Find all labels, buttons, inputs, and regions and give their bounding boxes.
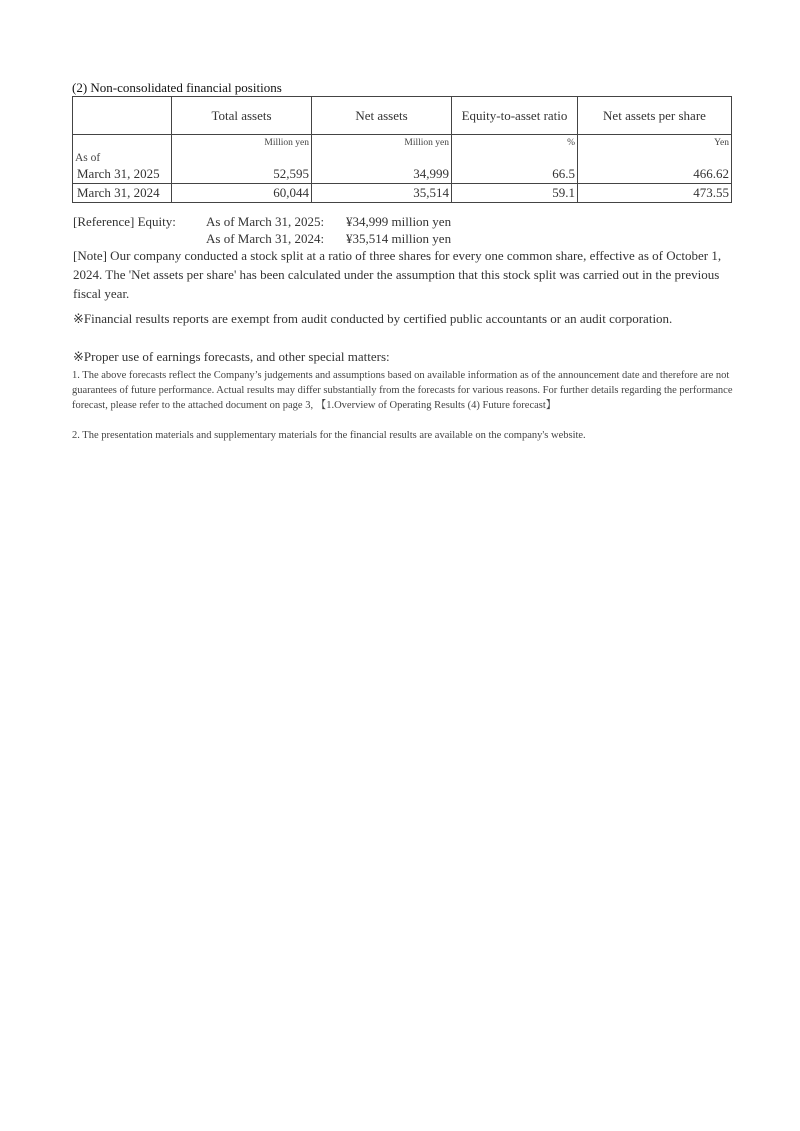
row-date: March 31, 2024 (73, 184, 172, 203)
units-row (73, 135, 732, 152)
header-equity-ratio: Equity-to-asset ratio (452, 97, 578, 135)
section-title: (2) Non-consolidated financial positions (72, 80, 282, 95)
cell-net-assets-per-share: 473.55 (578, 184, 732, 203)
cell-total-assets: 60,044 (172, 184, 312, 203)
audit-notice: ※Financial results reports are exempt from audit conducted by certified public accountants or an audit corporation. (73, 311, 673, 326)
as-of-row (73, 151, 732, 165)
cell-equity-ratio: 66.5 (452, 165, 578, 184)
unit-cell (73, 135, 172, 152)
reference-label: [Reference] Equity: (73, 214, 176, 229)
presentation-materials-item: 2. The presentation materials and supplementary materials for the financial results are available on the company's website. (72, 430, 586, 441)
cell-net-assets: 34,999 (312, 165, 452, 184)
table-row (73, 165, 732, 184)
unit-cell: Million yen (172, 135, 312, 152)
header-cell (73, 97, 172, 135)
proper-use-heading: ※Proper use of earnings forecasts, and other special matters: (73, 349, 390, 364)
stock-split-note: [Note] Our company conducted a stock split at a ratio of three shares for every one common share, effective as of October 1, 2024. The 'Net assets per share' has been calculated under the assumption that this stock split was carried out in the previous fiscal year. (73, 248, 722, 301)
row-date: March 31, 2025 (73, 165, 172, 184)
unit-cell: Million yen (312, 135, 452, 152)
as-of-label: As of (73, 151, 172, 165)
header-net-assets-per-share: Net assets per share (578, 97, 732, 135)
table-row (73, 184, 732, 203)
unit-cell: Yen (578, 135, 732, 152)
unit-cell: % (452, 135, 578, 152)
reference-value-2025: ¥34,999 million yen (346, 214, 452, 229)
empty-cell (578, 151, 732, 165)
cell-net-assets: 35,514 (312, 184, 452, 203)
cell-equity-ratio: 59.1 (452, 184, 578, 203)
financial-positions-table (72, 96, 732, 203)
reference-value-2024: ¥35,514 million yen (346, 231, 452, 246)
empty-cell (172, 151, 312, 165)
cell-net-assets-per-share: 466.62 (578, 165, 732, 184)
cell-total-assets: 52,595 (172, 165, 312, 184)
reference-date-2024: As of March 31, 2024: (206, 231, 325, 246)
empty-cell (452, 151, 578, 165)
table-header-row (73, 97, 732, 135)
header-total-assets: Total assets (172, 97, 312, 135)
header-net-assets: Net assets (312, 97, 452, 135)
empty-cell (312, 151, 452, 165)
reference-date-2025: As of March 31, 2025: (206, 214, 325, 229)
forecast-disclaimer-item: 1. The above forecasts reflect the Company’s judgements and assumptions based on available information as of the announcement date and therefore are not guarantees of future performance. Actual results may differ substantially from the forecasts for various reasons. For further details regarding the performance forecast, please refer to the attached document on page 3, 【1.Overview of Operating Results (4) Future forecast】 (72, 370, 733, 411)
